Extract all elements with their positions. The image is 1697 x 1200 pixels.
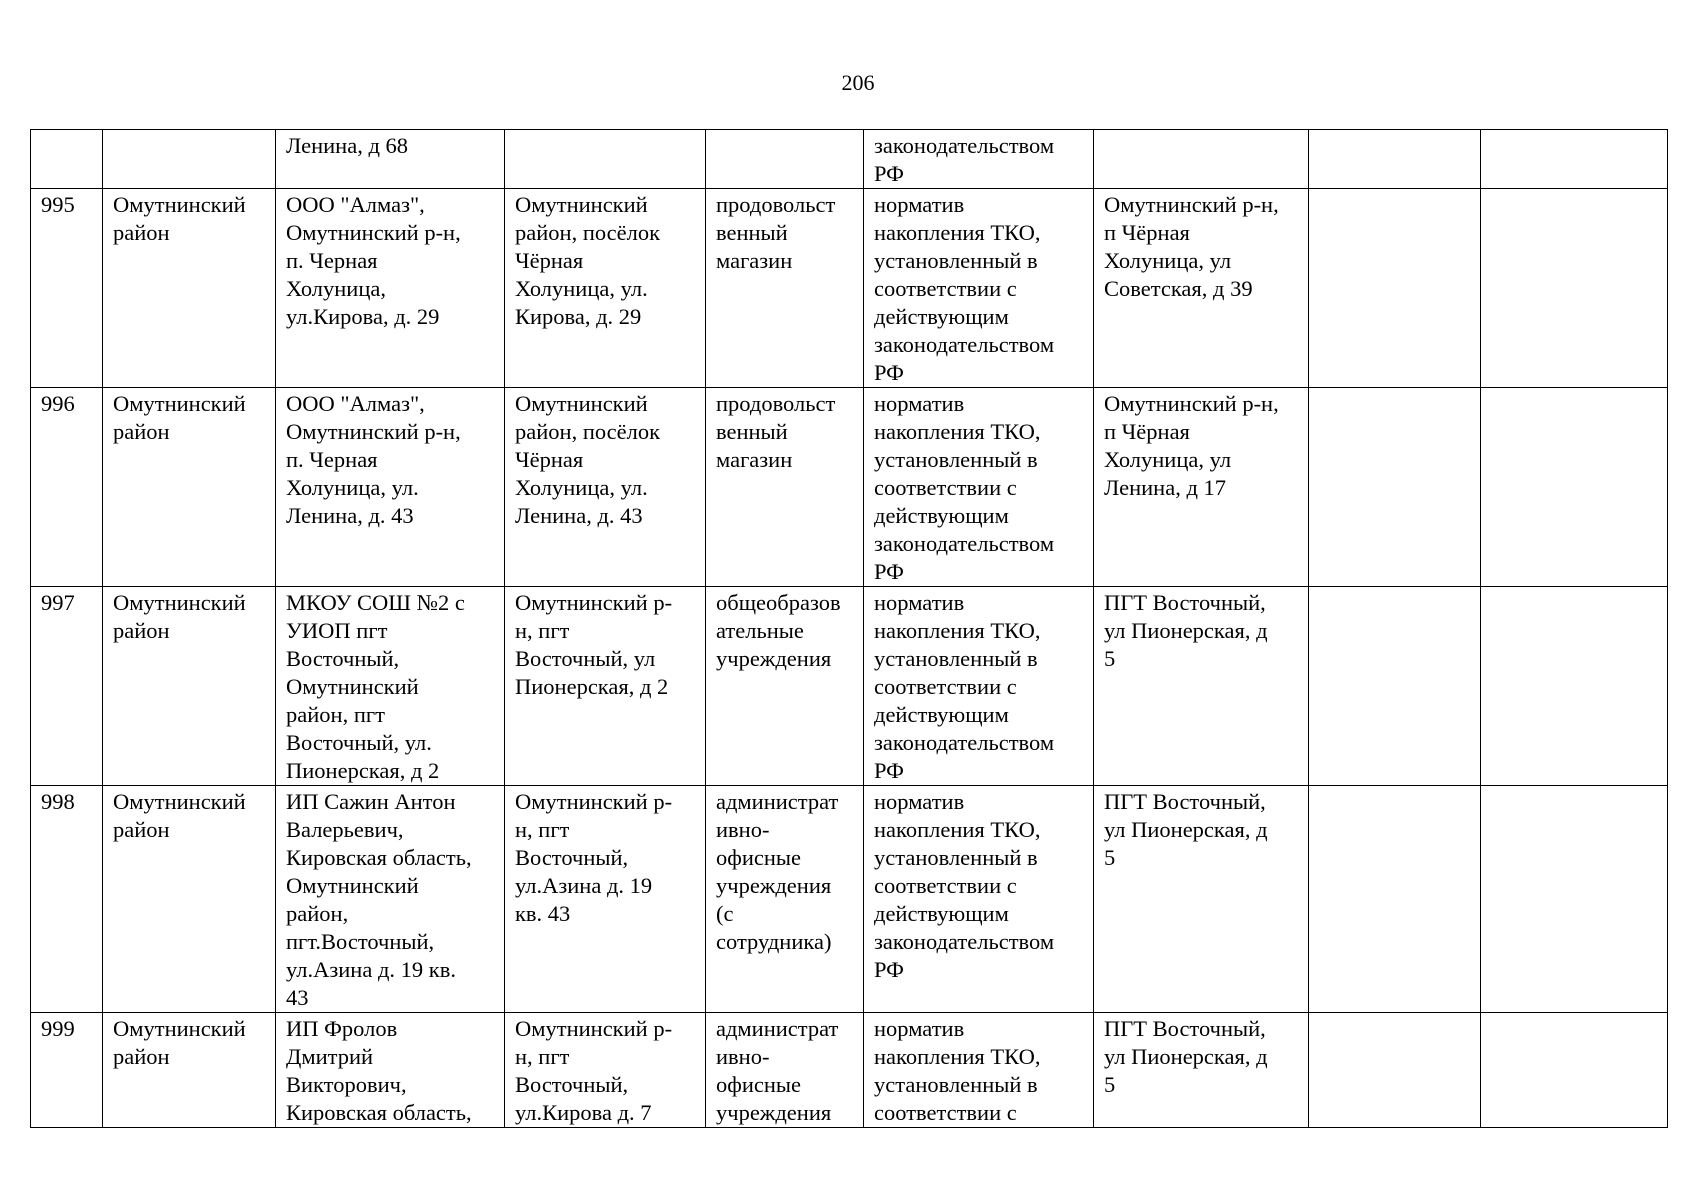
cell-extra [1309,786,1481,1013]
cell-object-type: продовольст венный магазин [706,388,864,587]
table-row [31,189,1668,388]
cell-extra [1481,786,1668,1013]
cell-extra [1309,1013,1481,1128]
cell-number: 999 [31,1013,103,1128]
table-row [31,130,1668,189]
cell-extra [1481,587,1668,786]
cell-address: Омутнинский район, посёлок Чёрная Холуница, ул. Кирова, д. 29 [505,189,706,388]
cell-district: Омутнинский район [103,189,276,388]
cell-number: 997 [31,587,103,786]
cell-collection-site: ПГТ Восточный, ул Пионерская, д 5 [1094,587,1309,786]
cell-collection-site: ПГТ Восточный, ул Пионерская, д 5 [1094,1013,1309,1128]
cell-number: 995 [31,189,103,388]
cell-district [103,130,276,189]
cell-extra [1309,388,1481,587]
cell-norm: норматив накопления ТКО, установленный в соответствии с действующим законодательством РФ [864,189,1094,388]
cell-extra [1481,189,1668,388]
cell-norm: законодательством РФ [864,130,1094,189]
cell-district: Омутнинский район [103,786,276,1013]
table-row [31,388,1668,587]
cell-number [31,130,103,189]
cell-extra [1309,130,1481,189]
cell-extra [1309,189,1481,388]
cell-extra [1309,587,1481,786]
cell-owner: ООО "Алмаз", Омутнинский р-н, п. Черная Холуница, ул.Кирова, д. 29 [276,189,505,388]
cell-object-type [706,130,864,189]
cell-extra [1481,1013,1668,1128]
cell-owner: ИП Сажин Антон Валерьевич, Кировская область, Омутнинский район, пгт.Восточный, ул.Азина д. 19 кв. 43 [276,786,505,1013]
cell-district: Омутнинский район [103,1013,276,1128]
table-row [31,587,1668,786]
table-row [31,1013,1668,1128]
cell-owner: МКОУ СОШ №2 с УИОП пгт Восточный, Омутнинский район, пгт Восточный, ул. Пионерская, д 2 [276,587,505,786]
cell-norm: норматив накопления ТКО, установленный в соответствии с действующим законодательством РФ [864,587,1094,786]
cell-norm: норматив накопления ТКО, установленный в соответствии с [864,1013,1094,1128]
table-row [31,786,1668,1013]
cell-collection-site: Омутнинский р-н, п Чёрная Холуница, ул Советская, д 39 [1094,189,1309,388]
cell-object-type: администрат ивно- офисные учреждения [706,1013,864,1128]
cell-address: Омутнинский р- н, пгт Восточный, ул.Азина д. 19 кв. 43 [505,786,706,1013]
cell-norm: норматив накопления ТКО, установленный в соответствии с действующим законодательством РФ [864,786,1094,1013]
cell-district: Омутнинский район [103,587,276,786]
cell-collection-site: ПГТ Восточный, ул Пионерская, д 5 [1094,786,1309,1013]
waste-sites-table [30,129,1668,1128]
page-number: 206 [841,70,875,95]
cell-owner: ООО "Алмаз", Омутнинский р-н, п. Черная Холуница, ул. Ленина, д. 43 [276,388,505,587]
cell-object-type: общеобразов ательные учреждения [706,587,864,786]
cell-object-type: продовольст венный магазин [706,189,864,388]
cell-address [505,130,706,189]
cell-owner: ИП Фролов Дмитрий Викторович, Кировская область, [276,1013,505,1128]
cell-norm: норматив накопления ТКО, установленный в соответствии с действующим законодательством РФ [864,388,1094,587]
cell-number: 996 [31,388,103,587]
cell-collection-site [1094,130,1309,189]
cell-address: Омутнинский район, посёлок Чёрная Холуница, ул. Ленина, д. 43 [505,388,706,587]
cell-collection-site: Омутнинский р-н, п Чёрная Холуница, ул Ленина, д 17 [1094,388,1309,587]
cell-extra [1481,130,1668,189]
cell-number: 998 [31,786,103,1013]
cell-district: Омутнинский район [103,388,276,587]
cell-address: Омутнинский р- н, пгт Восточный, ул Пионерская, д 2 [505,587,706,786]
cell-extra [1481,388,1668,587]
cell-address: Омутнинский р- н, пгт Восточный, ул.Кирова д. 7 [505,1013,706,1128]
cell-owner: Ленина, д 68 [276,130,505,189]
cell-object-type: администрат ивно- офисные учреждения (с сотрудника) [706,786,864,1013]
